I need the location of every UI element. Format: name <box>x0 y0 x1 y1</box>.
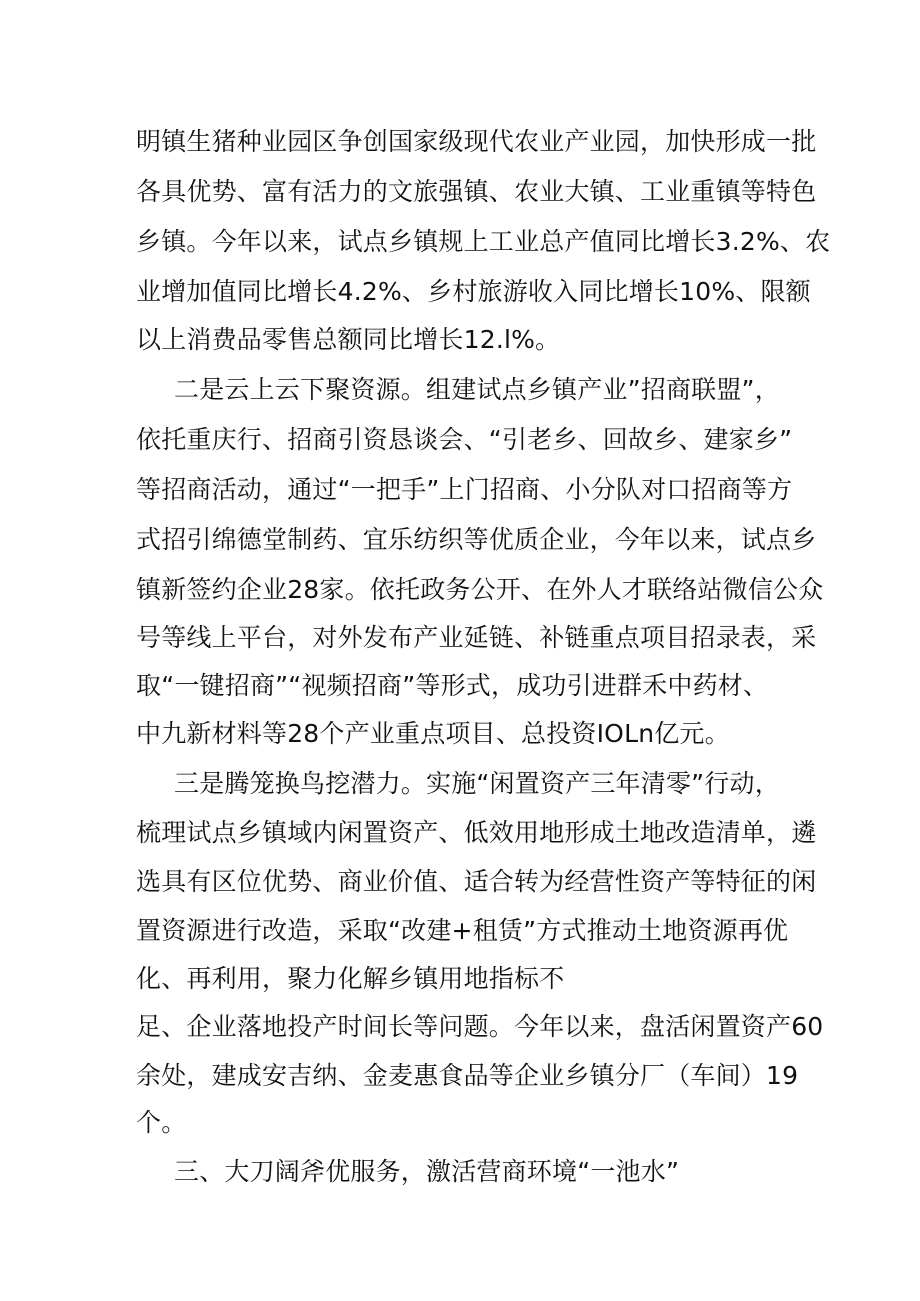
paragraph-line: 置资源进行改造，采取“改建+租赁”方式推动土地资源再优 <box>136 916 789 945</box>
paragraph-line: 取“一键招商”“视频招商”等形式，成功引进群禾中药材、 <box>136 671 769 700</box>
paragraph-line: 二是云上云下聚资源。组建试点乡镇产业”招商联盟”， <box>174 375 780 404</box>
paragraph-line: 以上消费品零售总额同比增长12.l%。 <box>136 325 561 354</box>
paragraph-line: 化、再利用，聚力化解乡镇用地指标不 <box>136 964 565 993</box>
paragraph-line: 三是腾笼换鸟挖潜力。实施“闲置资产三年清零”行动， <box>174 769 780 798</box>
paragraph-line: 足、企业落地投产时间长等问题。今年以来，盘活闲置资产60 <box>136 1012 824 1041</box>
paragraph-line: 等招商活动，通过“一把手”上门招商、小分队对口招商等方 <box>136 475 793 504</box>
paragraph-line: 选具有区位优势、商业价值、适合转为经营性资产等特征的闲 <box>136 867 817 896</box>
paragraph-line: 乡镇。今年以来，试点乡镇规上工业总产值同比增长3.2%、农 <box>136 227 831 256</box>
paragraph-line: 号等线上平台，对外发布产业延链、补链重点项目招录表，采 <box>136 623 817 652</box>
paragraph-line: 梳理试点乡镇域内闲置资产、低效用地形成土地改造清单，遴 <box>136 818 817 847</box>
paragraph-line: 业增加值同比增长4.2%、乡村旅游收入同比增长10%、限额 <box>136 277 811 306</box>
paragraph-line: 余处，建成安吉纳、金麦惠食品等企业乡镇分厂（车间）19 <box>136 1061 799 1090</box>
paragraph-line: 中九新材料等28个产业重点项目、总投资IOLn亿元。 <box>136 719 730 748</box>
paragraph-line: 式招引绵德堂制药、宜乐纺织等优质企业，今年以来，试点乡 <box>136 525 817 554</box>
paragraph-line: 明镇生猪种业园区争创国家级现代农业产业园，加快形成一批 <box>136 127 817 156</box>
paragraph-line: 个。 <box>136 1108 187 1137</box>
paragraph-line: 镇新签约企业28家。依托政务公开、在外人才联络站微信公众 <box>136 575 824 604</box>
paragraph-line: 各具优势、富有活力的文旅强镇、农业大镇、工业重镇等特色 <box>136 177 817 206</box>
section-heading: 三、大刀阔斧优服务，激活营商环境“一池水” <box>174 1157 680 1186</box>
paragraph-line: 依托重庆行、招商引资恳谈会、“引老乡、回故乡、建家乡” <box>136 425 793 454</box>
